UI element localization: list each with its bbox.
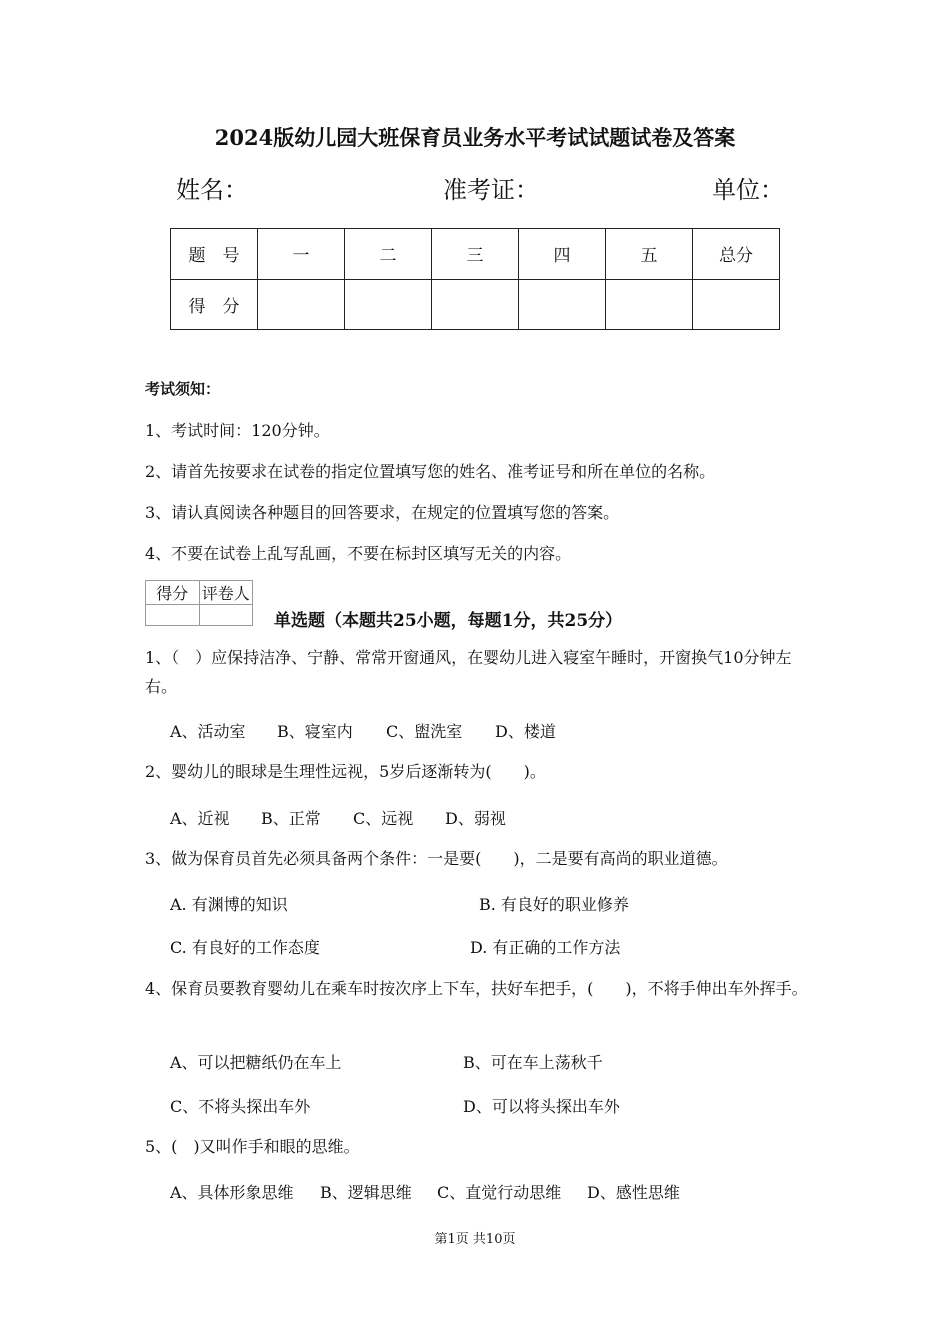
question-option: D. 有正确的工作方法: [470, 938, 621, 957]
grader-box: [145, 580, 253, 626]
page-title: 2024版幼儿园大班保育员业务水平考试试题试卷及答案: [214, 125, 736, 150]
score-cell: [345, 279, 432, 330]
question-option: B、可在车上荡秋千: [463, 1053, 603, 1072]
grader-name-cell: [199, 605, 253, 626]
name-label: 姓名：: [176, 176, 248, 204]
score-table-header-row: [171, 229, 780, 280]
question-text: 2、婴幼儿的眼球是生理性远视，5岁后逐渐转为( )。: [145, 762, 546, 781]
notice-item: 1、考试时间：120分钟。: [145, 421, 330, 440]
question-option: A. 有渊博的知识: [170, 895, 288, 914]
score-header-cell: 二: [345, 229, 432, 280]
question-text: 4、保育员要教育婴幼儿在乘车时按次序上下车，扶好车把手，( )，不将手伸出车外挥手。: [145, 979, 808, 998]
question-option: C、盥洗室: [386, 722, 463, 741]
question-option: A、具体形象思维: [170, 1183, 294, 1202]
grader-score-label: 得分: [146, 581, 200, 605]
score-header-cell: 四: [519, 229, 606, 280]
question-option: A、可以把糖纸仍在车上: [170, 1053, 342, 1072]
question-option: D、弱视: [445, 809, 506, 828]
question-option: B、正常: [261, 809, 321, 828]
score-cell: [693, 279, 780, 330]
score-table-score-row: [171, 279, 780, 330]
score-header-cell: 题 号: [171, 229, 258, 280]
score-cell: [606, 279, 693, 330]
unit-label: 单位：: [712, 176, 784, 204]
question-option: B、寝室内: [277, 722, 353, 741]
grader-name-label: 评卷人: [199, 581, 253, 605]
score-cell: [258, 279, 345, 330]
question-option: A、近视: [170, 809, 230, 828]
question-option: C、直觉行动思维: [437, 1183, 562, 1202]
score-row-label: 得 分: [171, 279, 258, 330]
notice-item: 4、不要在试卷上乱写乱画，不要在标封区填写无关的内容。: [145, 544, 572, 563]
question-text: 3、做为保育员首先必须具备两个条件：一是要( )，二是要有高尚的职业道德。: [145, 849, 728, 868]
score-table: [170, 228, 780, 330]
question-text: 1、（ ）应保持洁净、宁静、常常开窗通风，在婴幼儿进入寝室午睡时，开窗换气10分钟左右。: [145, 648, 792, 696]
score-header-cell: 总分: [693, 229, 780, 280]
question-option: C、不将头探出车外: [170, 1097, 311, 1116]
score-cell: [432, 279, 519, 330]
question-text: 5、( )又叫作手和眼的思维。: [145, 1137, 360, 1156]
notice-heading: 考试须知：: [145, 380, 221, 398]
question-option: D、可以将头探出车外: [463, 1097, 620, 1116]
notice-item: 2、请首先按要求在试卷的指定位置填写您的姓名、准考证号和所在单位的名称。: [145, 462, 716, 481]
page-footer: 第1页 共10页: [434, 1232, 516, 1247]
question-option: D、感性思维: [587, 1183, 680, 1202]
score-header-cell: 三: [432, 229, 519, 280]
grader-score-cell: [146, 605, 200, 626]
question-option: C、远视: [353, 809, 414, 828]
score-cell: [519, 279, 606, 330]
score-header-cell: 一: [258, 229, 345, 280]
score-header-cell: 五: [606, 229, 693, 280]
question-option: C. 有良好的工作态度: [170, 938, 320, 957]
section-title: 单选题（本题共25小题，每题1分，共25分）: [274, 611, 623, 631]
exam-id-label: 准考证：: [443, 176, 539, 204]
question-option: B. 有良好的职业修养: [479, 895, 629, 914]
question-option: D、楼道: [495, 722, 556, 741]
question-option: A、活动室: [170, 722, 246, 741]
notice-item: 3、请认真阅读各种题目的回答要求，在规定的位置填写您的答案。: [145, 503, 620, 522]
question-option: B、逻辑思维: [320, 1183, 412, 1202]
